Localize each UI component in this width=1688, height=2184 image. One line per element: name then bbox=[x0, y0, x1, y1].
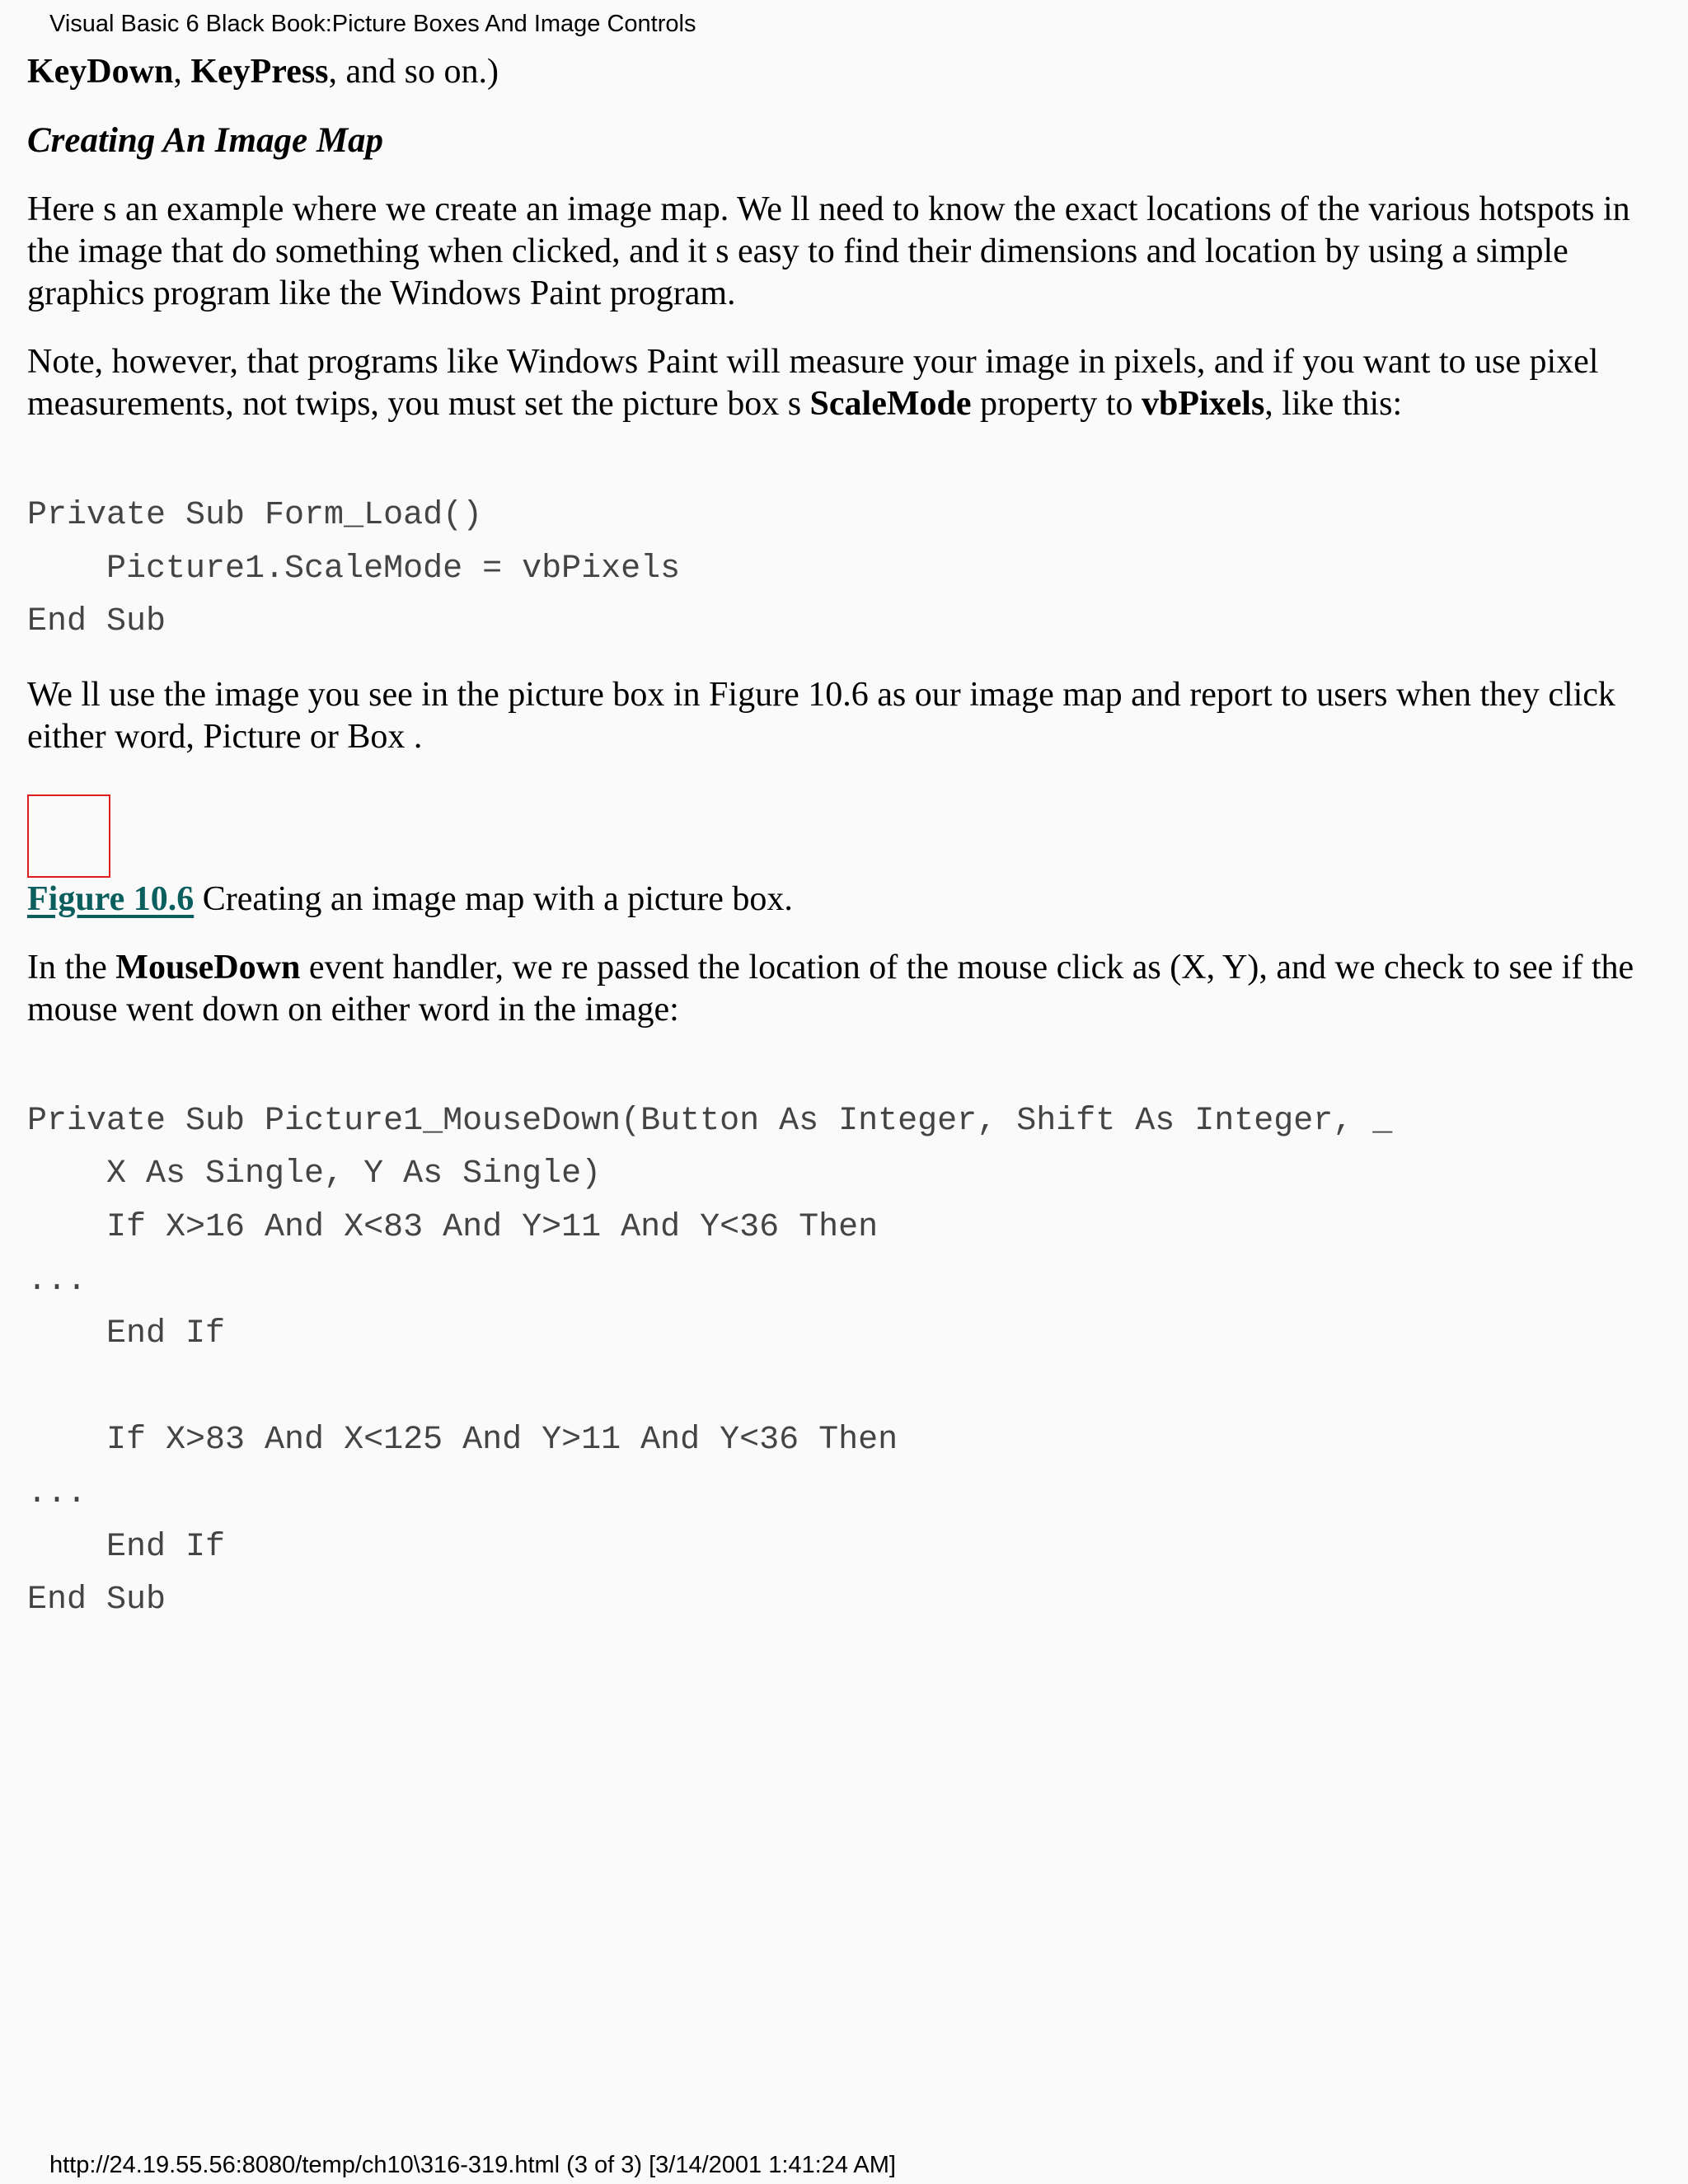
paragraph-image-map-intro: Here s an example where we create an image map. We ll need to know the exact locations of the various hotspots in the image that do something when clicked, and it s easy to find their dimensions and location by using a simple graphics program like the Windows Paint program. bbox=[27, 190, 1630, 312]
paragraph-figure-reference: We ll use the image you see in the picture box in Figure 10.6 as our image map and report to users when they click either word, Picture or Box . bbox=[27, 675, 1615, 756]
scalemode-term: ScaleMode bbox=[809, 385, 972, 423]
keypress-term: KeyPress bbox=[190, 53, 329, 91]
page-header: Visual Basic 6 Black Book:Picture Boxes And Image Controls bbox=[49, 11, 696, 37]
code-block-mousedown: Private Sub Picture1_MouseDown(Button As Integer, Shift As Integer, _ X As Single, Y As Single) If X>16 And X<83 And Y>11 And Y<36 Then ... End If If X>83 And X<125 And Y>11 And Y<36 Then ... End If End Sub bbox=[27, 1102, 1393, 1619]
figure-link[interactable]: Figure 10.6 bbox=[27, 879, 195, 918]
page-footer-url: http://24.19.55.56:8080/temp/ch10\316-319.html (3 of 3) [3/14/2001 1:41:24 AM] bbox=[49, 2152, 896, 2178]
code-block-form-load: Private Sub Form_Load() Picture1.ScaleMode = vbPixels End Sub bbox=[27, 497, 681, 641]
paragraph-scalemode-note: Note, however, that programs like Windows Paint will measure your image in pixels, and if you want to use pixel measurements, not twips, you must set the picture box s ScaleMode property to vbPixels, like this: bbox=[27, 343, 1599, 423]
paragraph-mousedown: In the MouseDown event handler, we re passed the location of the mouse click as (X, Y), and we check to see if the mouse went down on either word in the image: bbox=[27, 948, 1634, 1029]
page-content bbox=[27, 51, 1667, 1628]
figure-image-placeholder bbox=[27, 794, 110, 878]
keydown-term: KeyDown bbox=[27, 53, 174, 91]
section-heading: Creating An Image Map bbox=[27, 121, 384, 160]
lead-paragraph: KeyDown, KeyPress, and so on.) bbox=[27, 53, 499, 91]
figure-caption: Figure 10.6 Creating an image map with a picture box. bbox=[27, 879, 793, 918]
vbpixels-term: vbPixels bbox=[1141, 385, 1265, 423]
mousedown-term: MouseDown bbox=[115, 948, 301, 987]
